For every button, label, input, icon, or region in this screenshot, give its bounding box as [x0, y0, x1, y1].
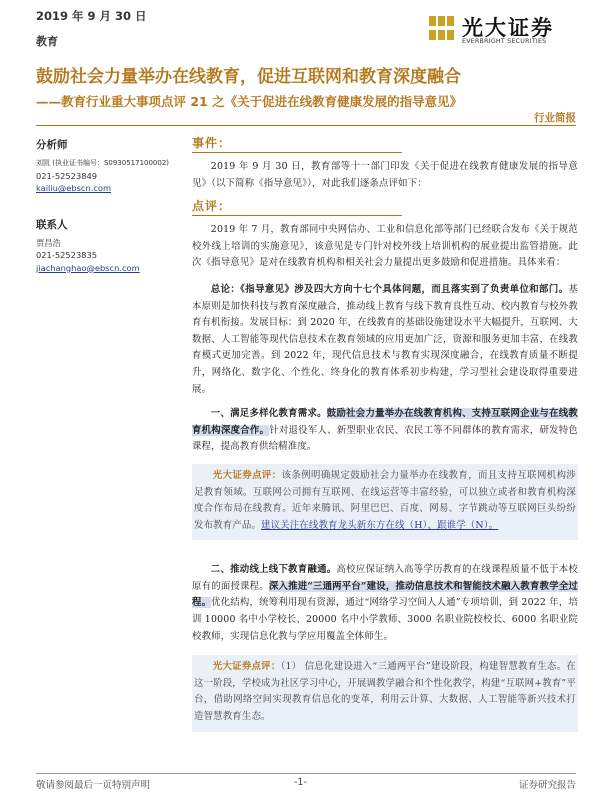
item1-paragraph	[192, 406, 578, 456]
comment-box-2	[192, 655, 578, 731]
footer-disclaimer: 敬请参阅最后一页特别声明	[36, 780, 151, 791]
item2-highlight: 深入推进“三通两平台”建设，推动信息技术和智能技术融入教育教学全过程。	[192, 580, 579, 609]
comment-box-2-body: （1） 信息化建设进入“三通两平台”建设阶段，构建智慧教育生态。在这一阶段，学校成为社区学习中心，开展调教学融合和个性化教学，构建“互联网+教育”平台，借助网络空间实现教育信息化的变革，利用云计算、大数据、人工智能等新兴技术打造智慧教育生态。	[194, 661, 576, 723]
contact-heading: 联系人	[36, 218, 68, 231]
item2-text-a: 高校应保证纳入高等学历教育的在线课程质量不低于本校原有的面授课程。	[192, 564, 578, 592]
contact-phone: 021-52523835	[36, 250, 98, 260]
item1-text: 针对退役军人、新型职业农民、农民工等不同群体的教育需求，研发特色课程，提高教育供给精准度。	[192, 424, 578, 453]
summary-text: 基本原则是加快科技与教育深度融合，推动线上教育与线下教育良性互动、校内教育与校外教育有机衔接。发展目标：到 2020 年，在线教育的基础设施建设水平大幅提升，互联网、大数据、人工智能等现代信息技术在教育领域的应用更加广泛，资源和服务更加丰富，在线教育模式更加完善。到 2022 年，现代信息技术与教育实现深度融合，在线教育质量不断提升，网络化、数字化、个性化、终身化的教育体系初步构建，学习型社会建设取得重要进展。	[192, 283, 578, 395]
analyst-email-link[interactable]: kailiu@ebscn.com	[36, 183, 112, 193]
event-heading-rule	[192, 152, 402, 153]
item2-paragraph	[192, 562, 578, 645]
page-footer	[36, 773, 576, 791]
footer-series: 证券研究报告	[518, 780, 576, 791]
event-paragraph: 2019 年 9 月 30 日，教育部等十一部门印发《关于促进在线教育健康发展的指导意见》（以下简称《指导意见》），对此我们逐条点评如下：	[192, 161, 578, 189]
comment-box-1-label: 光大证券点评：	[212, 469, 282, 481]
analyst-phone: 021-52523849	[36, 170, 98, 181]
comment-box-2-label: 光大证券点评：	[212, 661, 281, 673]
report-subtitle: ——教育行业重大事项点评 21 之《关于促进在线教育健康发展的指导意见》	[36, 94, 463, 109]
document-type: 行业简报	[534, 112, 576, 124]
comment-box-2-text	[194, 659, 576, 725]
item2-lead: 二、推动线上线下教育融通。	[210, 564, 337, 576]
comment-box-1	[192, 464, 578, 540]
report-category: 教育	[36, 35, 58, 48]
event-heading: 事件：	[192, 136, 232, 150]
comment-box-1-link[interactable]: 建议关注在线教育龙头新东方在线（H）、跟谁学（N）。	[261, 519, 499, 531]
report-title: 鼓励社会力量举办在线教育，促进互联网和教育深度融合	[36, 67, 461, 87]
comment-box-1-text	[194, 468, 576, 534]
logo-english-name: EVERBRIGHT SECURITIES	[462, 38, 547, 45]
contact-name: 贾昌浩	[36, 237, 61, 248]
report-date: 2019 年 9 月 30 日	[36, 9, 147, 23]
analyst-heading: 分析师	[36, 139, 68, 151]
header-divider	[36, 125, 576, 126]
comment-paragraph: 2019 年 7 月，教育部同中央网信办、工业和信息化部等部门已经联合发布《关于规范校外线上培训的实施意见》，该意见是专门针对校外线上培训机构的展业提出监管措施。此次《指导意见》是对在线教育机构和相关社会力量提出更多鼓励和促进措施。具体来看：	[192, 224, 578, 269]
comment-heading: 点评：	[192, 199, 232, 214]
comment-heading-rule	[192, 215, 402, 216]
summary-lead: 总论：《指导意见》涉及四大方向十七个具体问题，而且落实到了负责单位和部门。	[210, 283, 569, 295]
item2-text-b: 优化结构，统筹利用现有资源，通过“网络学习空间人人通”专项培训，到 2022 年，培训 10000 名中小学校长、20000 名中小学教师、3000 名职业院校校长、6000 名职业院校教师，实现信息化教与学应用覆盖全体师生。	[192, 597, 578, 642]
summary-paragraph	[192, 282, 578, 398]
item1-lead: 一、满足多样化教育需求。	[210, 408, 327, 420]
analyst-name: 刘凯 (执业证书编号：S0930517100002)	[36, 159, 170, 167]
everbright-logo	[428, 10, 578, 50]
footer-page-number: -1-	[294, 777, 307, 788]
item1-highlight: 鼓励社会力量举办在线教育机构、支持互联网企业与在线教育机构深度合作。	[192, 408, 579, 436]
sidebar	[36, 137, 186, 274]
everbright-logo-icon	[428, 14, 455, 42]
report-body	[192, 135, 578, 754]
contact-email-link[interactable]: jiachanghao@ebscn.com	[36, 262, 140, 273]
comment-box-1-body: 该条例明确规定鼓励社会力量举办在线教育，而且支持互联网机构涉足教育领域。互联网公司拥有互联网、在线运营等丰富经验，可以独立或者和教育机构深度合作布局在线教育。近年来腾讯、阿里巴巴、百度、网易、字节跳动等互联网巨头纷纷发布教育产品。	[194, 469, 576, 531]
logo-name: 光大证券	[462, 15, 554, 40]
